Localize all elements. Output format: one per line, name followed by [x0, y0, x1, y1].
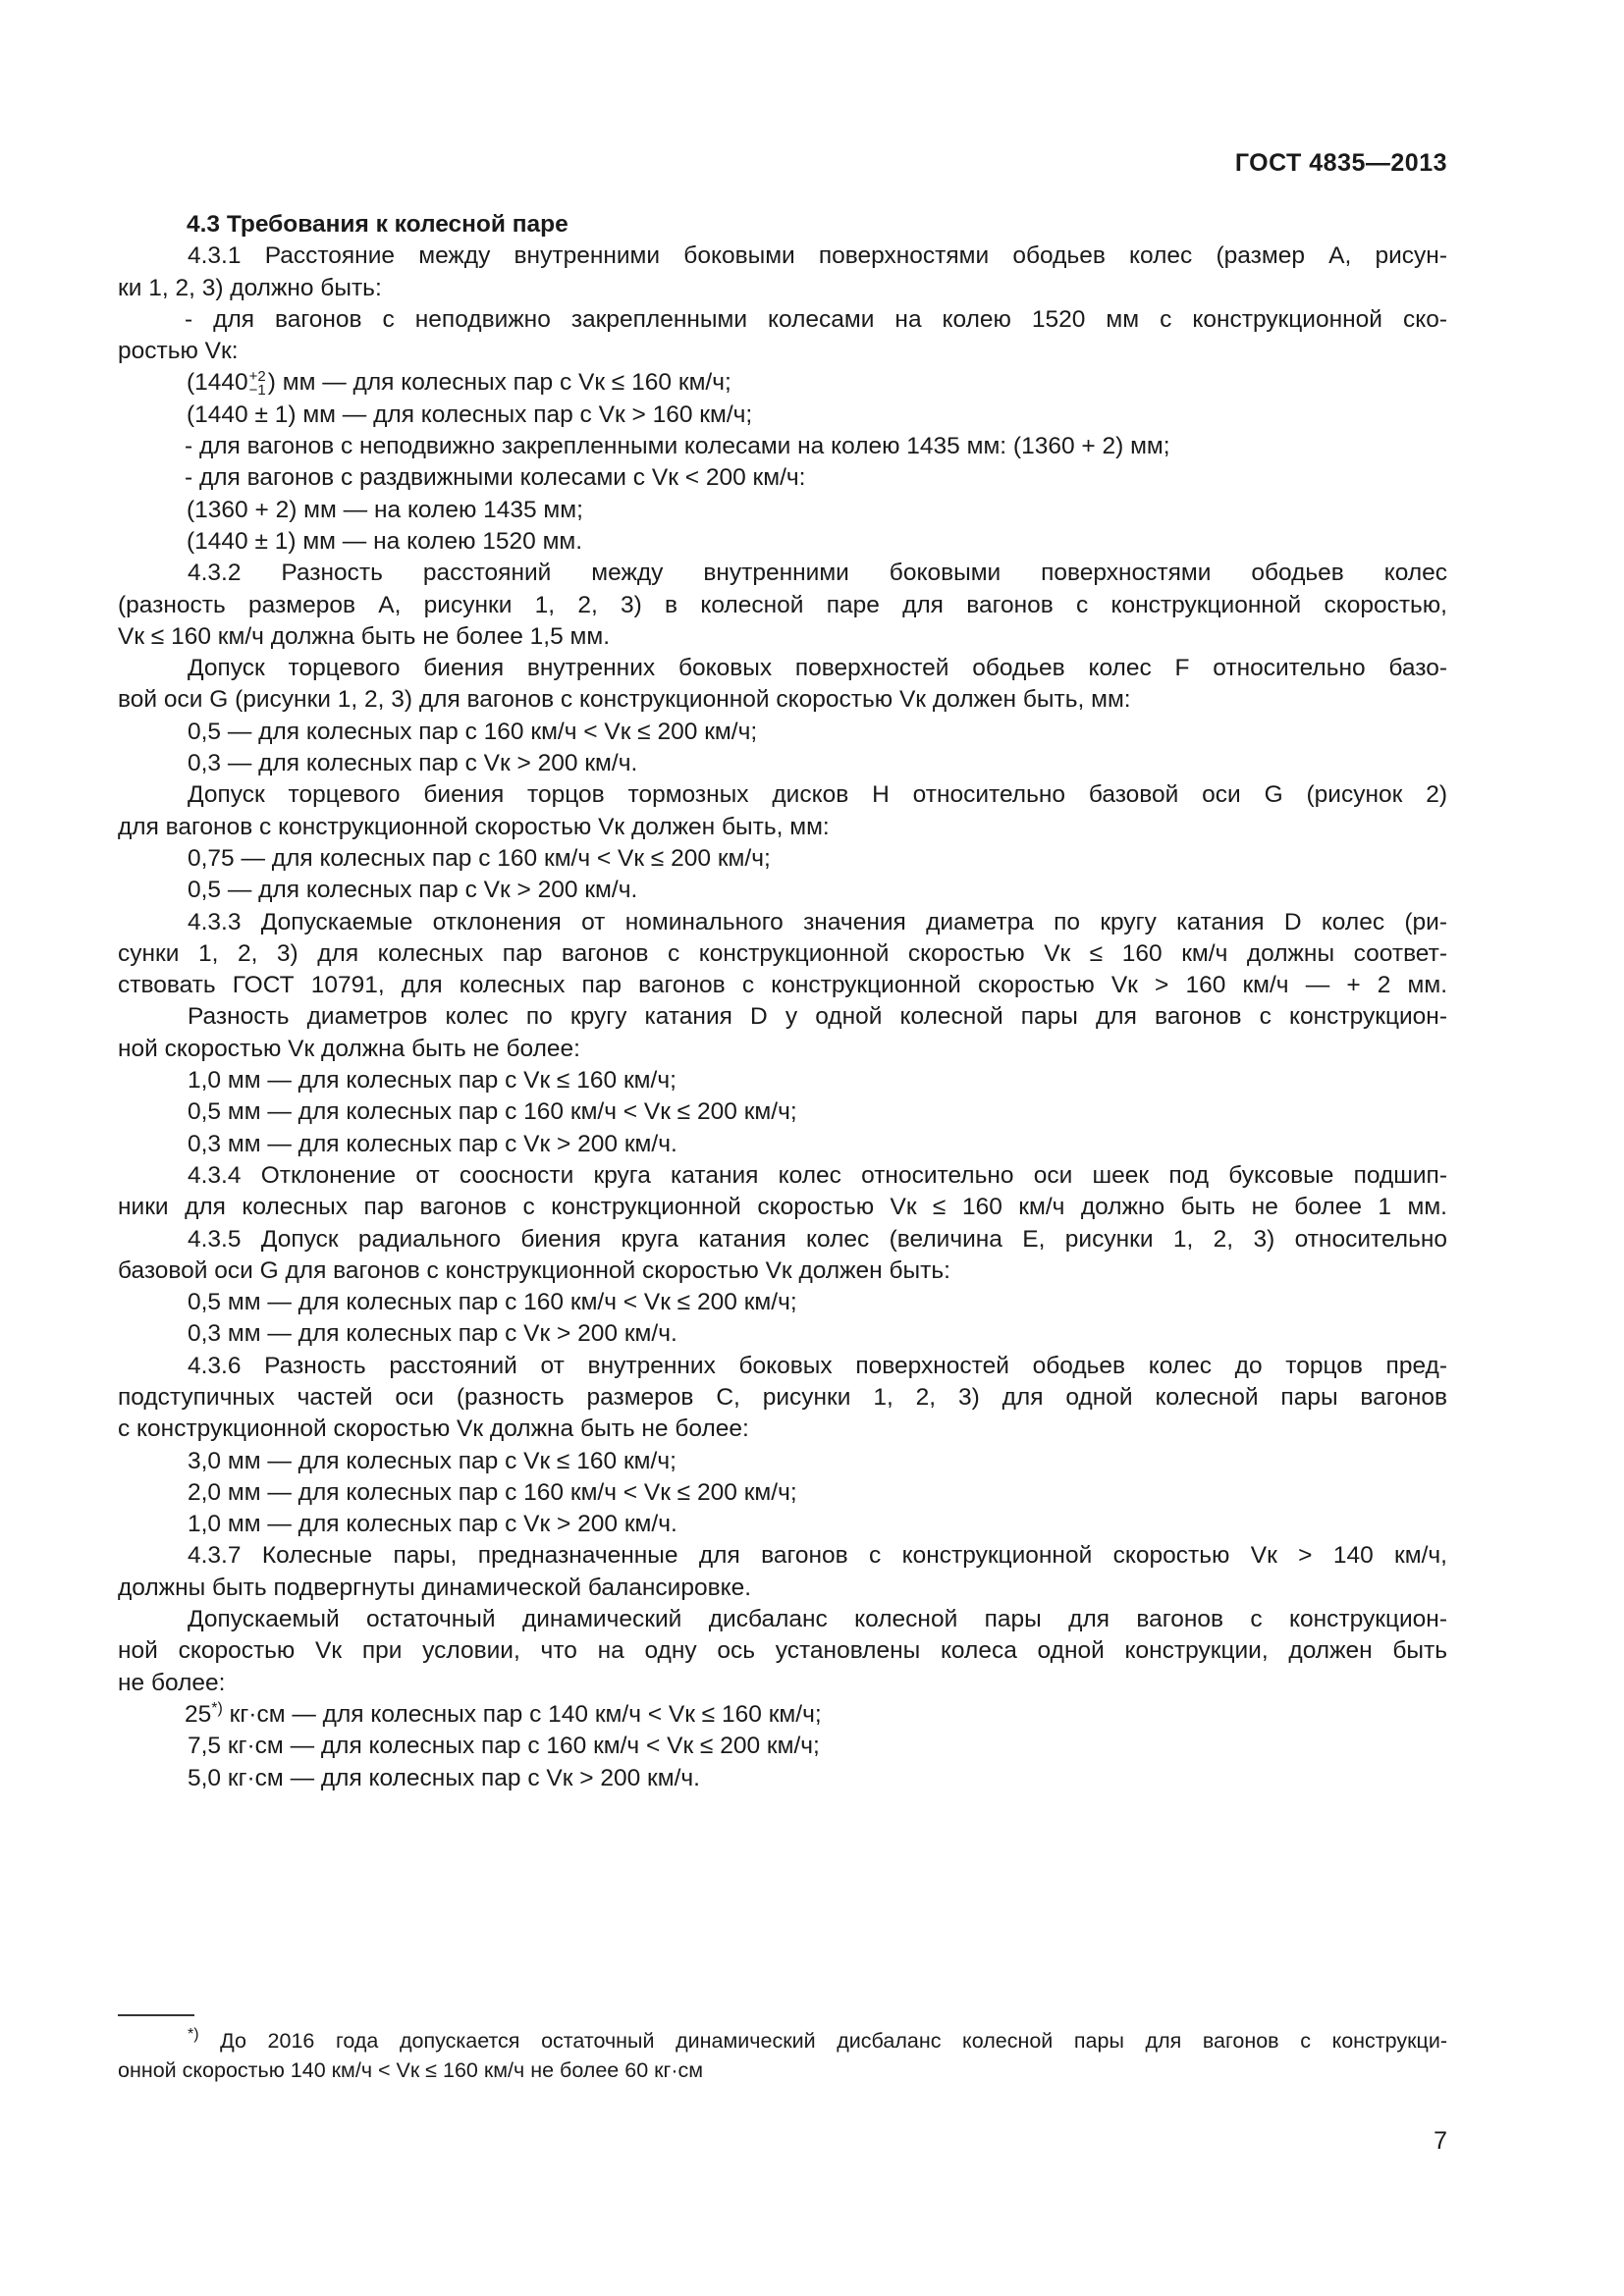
text-fragment: кг·см — для колесных пар с 140 км/ч < Vк ≤ 160 км/ч;	[222, 1700, 822, 1728]
text-line: 2,0 мм — для колесных пар с 160 км/ч < Vк ≤ 200 км/ч;	[188, 1478, 797, 1506]
text-line: 4.3.4 Отклонение от соосности круга катания колес относительно оси шеек под буксовые подшип-	[188, 1161, 1447, 1189]
document-id: ГОСТ 4835—2013	[1234, 149, 1447, 177]
text-line: Допускаемый остаточный динамический дисбаланс колесной пары для вагонов с конструкцион-	[188, 1606, 1447, 1633]
text-line: сунки 1, 2, 3) для колесных пар вагонов с конструкционной скоростью Vк ≤ 160 км/ч должны соответ-	[118, 939, 1447, 967]
text-line: (1440 ± 1) мм — для колесных пар с Vк > 160 км/ч;	[187, 400, 753, 428]
text-line: Допуск торцевого биения торцов тормозных дисков H относительно базовой оси G (рисунок 2)	[188, 781, 1447, 809]
text-line: 0,3 мм — для колесных пар с Vк > 200 км/ч.	[188, 1320, 677, 1348]
footnote-marker: *)	[188, 2026, 199, 2043]
text-line: 1,0 мм — для колесных пар с Vк > 200 км/ч.	[188, 1511, 677, 1538]
text-line: подступичных частей оси (разность размеров C, рисунки 1, 2, 3) для одной колесной пары вагонов	[118, 1383, 1447, 1411]
text-line: ростью Vк:	[118, 338, 239, 365]
text-line: - для вагонов с раздвижными колесами с Vк < 200 км/ч:	[185, 464, 806, 492]
text-line	[118, 367, 1447, 399]
text-line: 4.3.2 Разность расстояний между внутренними боковыми поверхностями ободьев колес	[188, 560, 1447, 587]
footnote	[118, 2026, 1447, 2085]
text-line: ники для колесных пар вагонов с конструкционной скоростью Vк ≤ 160 км/ч должно быть не более 1 мм.	[118, 1194, 1447, 1221]
text-line: 0,75 — для колесных пар с 160 км/ч < Vк ≤ 200 км/ч;	[188, 844, 771, 872]
text-line: 5,0 кг·см — для колесных пар с Vк > 200 км/ч.	[188, 1764, 700, 1791]
footnote-marker: *)	[211, 1699, 223, 1717]
tolerance-upper: +2	[248, 368, 266, 386]
text-line: - для вагонов с неподвижно закрепленными колесами на колею 1435 мм: (1360 + 2) мм;	[185, 433, 1170, 460]
text-line: ствовать ГОСТ 10791, для колесных пар вагонов с конструкционной скоростью Vк > 160 км/ч — + 2 мм.	[118, 972, 1447, 999]
text-line: 0,5 мм — для колесных пар с 160 км/ч < Vк ≤ 200 км/ч;	[188, 1289, 797, 1316]
text-fragment: ) мм — для колесных пар с Vк ≤ 160 км/ч;	[267, 369, 731, 397]
text-line: 3,0 мм — для колесных пар с Vк ≤ 160 км/ч;	[188, 1447, 677, 1474]
text-line: 4.3.5 Допуск радиального биения круга катания колес (величина E, рисунки 1, 2, 3) относительно	[188, 1225, 1447, 1253]
tolerance-stack	[249, 370, 266, 398]
text-line: 7,5 кг·см — для колесных пар с 160 км/ч < Vк ≤ 200 км/ч;	[188, 1733, 820, 1760]
text-line: 4.3.3 Допускаемые отклонения от номинального значения диаметра по кругу катания D колес (ри-	[188, 908, 1447, 935]
section-title: 4.3 Требования к колесной паре	[187, 211, 568, 238]
text-line	[118, 1699, 1447, 1731]
text-line: (1440 ± 1) мм — на колею 1520 мм.	[187, 527, 583, 555]
footnote-text: До 2016 года допускается остаточный динамический дисбаланс колесной пары для вагонов с конструкци-	[198, 2029, 1447, 2053]
text-line: ки 1, 2, 3) должно быть:	[118, 274, 382, 301]
text-line: вой оси G (рисунки 1, 2, 3) для вагонов с конструкционной скоростью Vк должен быть, мм:	[118, 686, 1131, 714]
text-line: 0,5 мм — для колесных пар с 160 км/ч < Vк ≤ 200 км/ч;	[188, 1098, 797, 1126]
text-line: 0,5 — для колесных пар с 160 км/ч < Vк ≤ 200 км/ч;	[188, 718, 758, 745]
text-line: (разность размеров A, рисунки 1, 2, 3) в колесной паре для вагонов с конструкционной скоростью,	[118, 591, 1447, 618]
tolerance-lower: −1	[248, 382, 266, 400]
text-line: Vк ≤ 160 км/ч должна быть не более 1,5 мм.	[118, 622, 611, 650]
text-line: 0,5 — для колесных пар с Vк > 200 км/ч.	[188, 877, 638, 904]
text-line: Разность диаметров колес по кругу катания D у одной колесной пары для вагонов с конструкцион-	[188, 1003, 1447, 1031]
text-line: базовой оси G для вагонов с конструкционной скоростью Vк должен быть:	[118, 1256, 950, 1284]
page-number: 7	[1434, 2127, 1447, 2155]
text-line: Допуск торцевого биения внутренних боковых поверхностей ободьев колес F относительно базо-	[188, 655, 1447, 682]
text-line: (1360 + 2) мм — на колею 1435 мм;	[187, 496, 583, 523]
text-fragment: 25	[185, 1700, 212, 1728]
text-line: 4.3.7 Колесные пары, предназначенные для вагонов с конструкционной скоростью Vк > 140 км/ч,	[188, 1542, 1447, 1570]
text-line: - для вагонов с неподвижно закрепленными колесами на колею 1520 мм с конструкционной ско-	[185, 305, 1447, 333]
text-line: 0,3 — для колесных пар с Vк > 200 км/ч.	[188, 750, 638, 777]
text-line: ной скоростью Vк при условии, что на одну ось установлены колеса одной конструкции, должен быть	[118, 1637, 1447, 1665]
document-body	[118, 209, 1447, 1794]
text-fragment: (1440	[187, 369, 248, 397]
text-line: должны быть подвергнуты динамической балансировке.	[118, 1574, 752, 1601]
text-line: 4.3.1 Расстояние между внутренними боковыми поверхностями ободьев колес (размер A, рисун-	[188, 242, 1447, 270]
text-line: 1,0 мм — для колесных пар с Vк ≤ 160 км/ч;	[188, 1067, 677, 1095]
text-line: 4.3.6 Разность расстояний от внутренних боковых поверхностей ободьев колес до торцов пред-	[188, 1352, 1447, 1379]
footnote-line	[118, 2026, 1447, 2056]
footnote-divider	[118, 2014, 194, 2016]
text-line: не более:	[118, 1669, 226, 1696]
text-line: для вагонов с конструкционной скоростью Vк должен быть, мм:	[118, 813, 830, 840]
text-line: с конструкционной скоростью Vк должна быть не более:	[118, 1415, 749, 1443]
text-line: ной скоростью Vк должна быть не более:	[118, 1035, 580, 1062]
text-line: 0,3 мм — для колесных пар с Vк > 200 км/ч.	[188, 1130, 677, 1157]
footnote-line: онной скоростью 140 км/ч < Vк ≤ 160 км/ч не более 60 кг·см	[118, 2058, 704, 2082]
